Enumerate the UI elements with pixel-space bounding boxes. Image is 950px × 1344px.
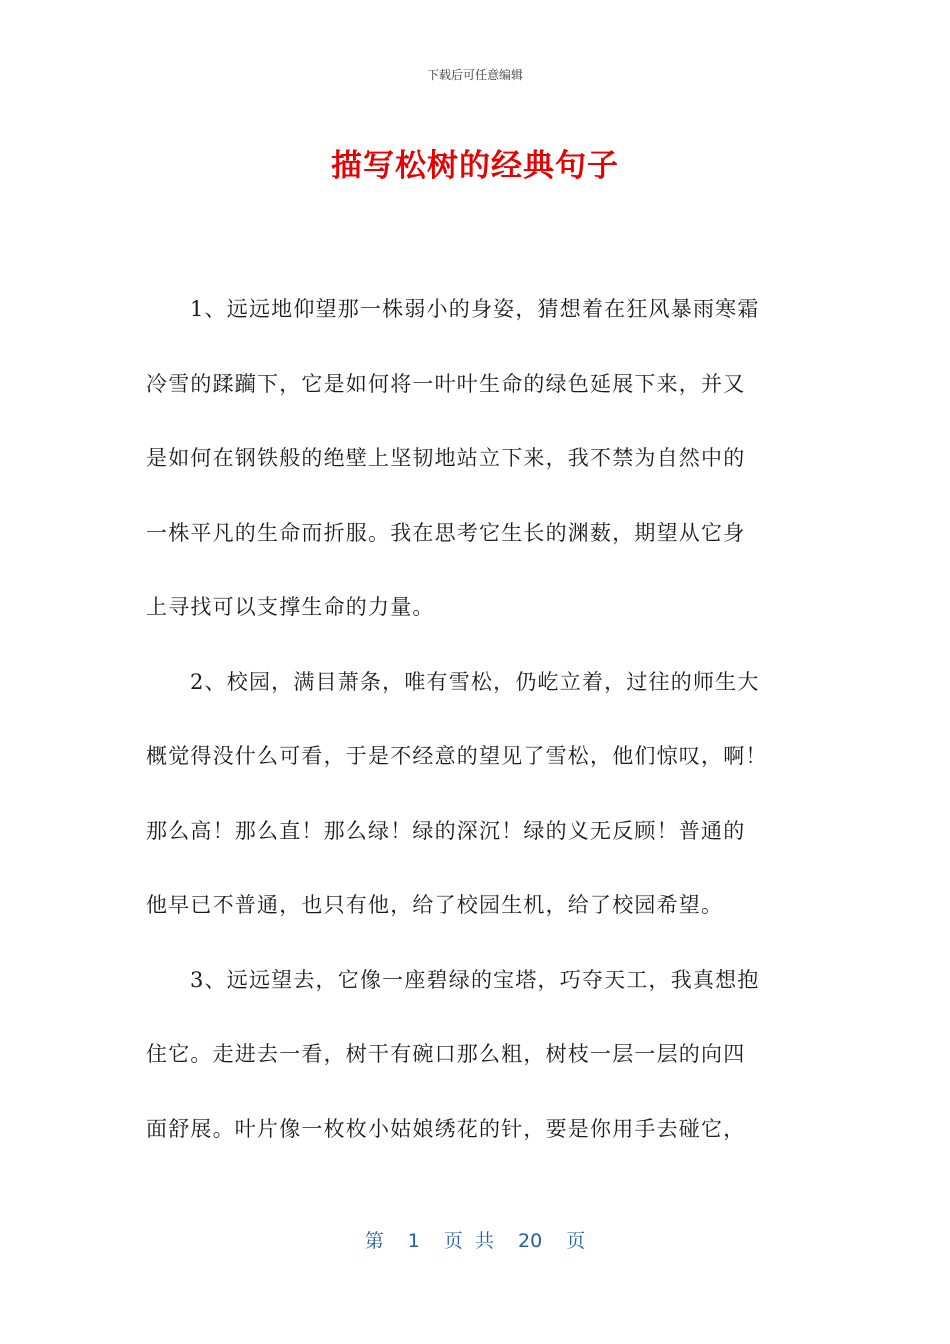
- document-title: 描写松树的经典句子: [331, 148, 619, 184]
- page-number-footer: 第 1 页 共 20 页: [364, 1230, 586, 1252]
- paragraph-line: 概觉得没什么可看，于是不经意的望见了雪松，他们惊叹，啊！: [146, 744, 768, 768]
- document-body: [146, 272, 806, 1166]
- paragraph-line: 住它。走进去一看，树干有碗口那么粗，树枝一层一层的向四: [146, 1042, 746, 1066]
- header-note: 下载后可任意编辑: [426, 68, 523, 82]
- paragraph-line: 冷雪的蹂躏下，它是如何将一叶叶生命的绿色延展下来，并又: [146, 371, 746, 396]
- paragraph-line: 上寻找可以支撑生命的力量。: [146, 595, 435, 619]
- paragraph-line: 是如何在钢铁般的绝壁上坚韧地站立下来，我不禁为自然中的: [146, 446, 746, 470]
- paragraph-line: 3、远远望去，它像一座碧绿的宝塔，巧夺天工，我真想抱: [190, 967, 760, 992]
- paragraph-line: 一株平凡的生命而折服。我在思考它生长的渊薮，期望从它身: [146, 520, 746, 545]
- paragraph-line: 1、远远地仰望那一株弱小的身姿，猜想着在狂风暴雨寒霜: [190, 297, 760, 321]
- paragraph-line: 他早已不普通，也只有他，给了校园生机，给了校园希望。: [146, 893, 724, 917]
- paragraph-line: 面舒展。叶片像一枚枚小姑娘绣花的针，要是你用手去碰它，: [146, 1116, 746, 1141]
- paragraph-line: 那么高！那么直！那么绿！绿的深沉！绿的义无反顾！普通的: [146, 818, 746, 843]
- paragraph-line: 2、校园，满目萧条，唯有雪松，仍屹立着，过往的师生大: [190, 669, 760, 694]
